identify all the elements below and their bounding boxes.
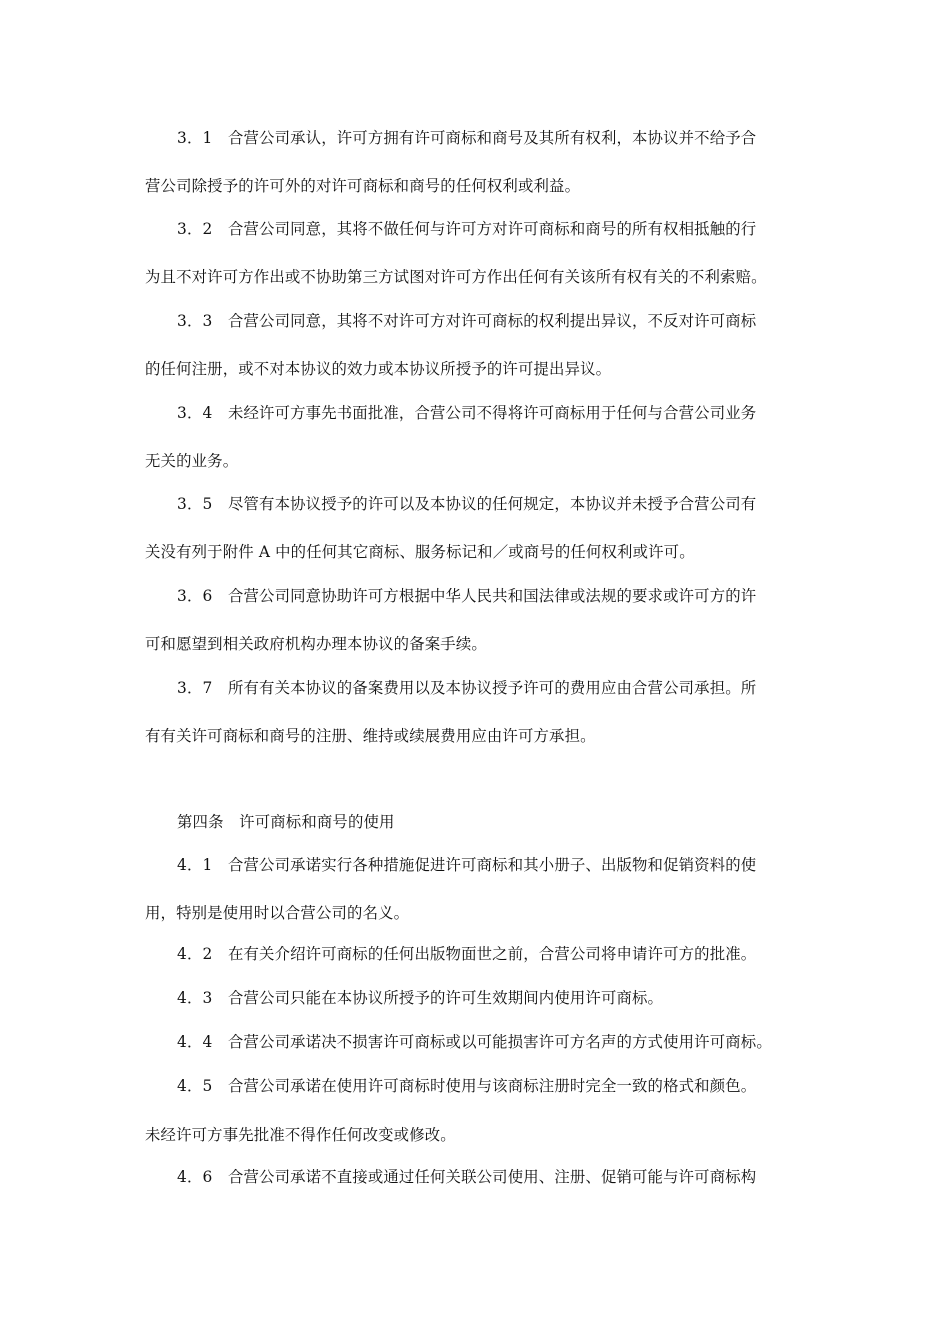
clause-4-3: 4．3 合营公司只能在本协议所授予的许可生效期间内使用许可商标。 — [177, 989, 664, 1007]
clause-4-6-line-1: 4．6 合营公司承诺不直接或通过任何关联公司使用、注册、促销可能与许可商标构 — [177, 1168, 757, 1186]
clause-3-6-line-1: 3．6 合营公司同意协助许可方根据中华人民共和国法律或法规的要求或许可方的许 — [177, 587, 757, 605]
article-4-heading: 第四条 许可商标和商号的使用 — [177, 813, 395, 831]
clause-3-6-line-2: 可和愿望到相关政府机构办理本协议的备案手续。 — [145, 635, 487, 653]
clause-3-1-line-2: 营公司除授予的许可外的对许可商标和商号的任何权利或利益。 — [145, 177, 581, 195]
clause-4-1-line-1: 4．1 合营公司承诺实行各种措施促进许可商标和其小册子、出版物和促销资料的使 — [177, 856, 757, 874]
clause-3-3-line-2: 的任何注册，或不对本协议的效力或本协议所授予的许可提出异议。 — [145, 360, 612, 378]
clause-3-2-line-1: 3．2 合营公司同意，其将不做任何与许可方对许可商标和商号的所有权相抵触的行 — [177, 220, 757, 238]
clause-3-1-line-1: 3．1 合营公司承认，许可方拥有许可商标和商号及其所有权利，本协议并不给予合 — [177, 129, 757, 147]
clause-3-5-line-2: 关没有列于附件 A 中的任何其它商标、服务标记和／或商号的任何权利或许可。 — [145, 543, 695, 561]
clause-3-7-line-1: 3．7 所有有关本协议的备案费用以及本协议授予许可的费用应由合营公司承担。所 — [177, 679, 757, 697]
clause-3-2-line-2: 为且不对许可方作出或不协助第三方试图对许可方作出任何有关该所有权有关的不利索赔。 — [145, 268, 767, 286]
clause-3-7-line-2: 有有关许可商标和商号的注册、维持或续展费用应由许可方承担。 — [145, 727, 596, 745]
clause-4-4: 4．4 合营公司承诺决不损害许可商标或以可能损害许可方名声的方式使用许可商标。 — [177, 1033, 772, 1051]
clause-3-3-line-1: 3．3 合营公司同意，其将不对许可方对许可商标的权利提出异议，不反对许可商标 — [177, 312, 757, 330]
clause-3-5-line-1: 3．5 尽管有本协议授予的许可以及本协议的任何规定，本协议并未授予合营公司有 — [177, 495, 757, 513]
clause-4-1-line-2: 用，特别是使用时以合营公司的名义。 — [145, 904, 410, 922]
clause-3-4-line-1: 3．4 未经许可方事先书面批准，合营公司不得将许可商标用于任何与合营公司业务 — [177, 404, 757, 422]
clause-4-5-line-1: 4．5 合营公司承诺在使用许可商标时使用与该商标注册时完全一致的格式和颜色。 — [177, 1077, 757, 1095]
clause-4-2: 4．2 在有关介绍许可商标的任何出版物面世之前，合营公司将申请许可方的批准。 — [177, 945, 757, 963]
clause-3-4-line-2: 无关的业务。 — [145, 452, 239, 470]
clause-4-5-line-2: 未经许可方事先批准不得作任何改变或修改。 — [145, 1126, 456, 1144]
